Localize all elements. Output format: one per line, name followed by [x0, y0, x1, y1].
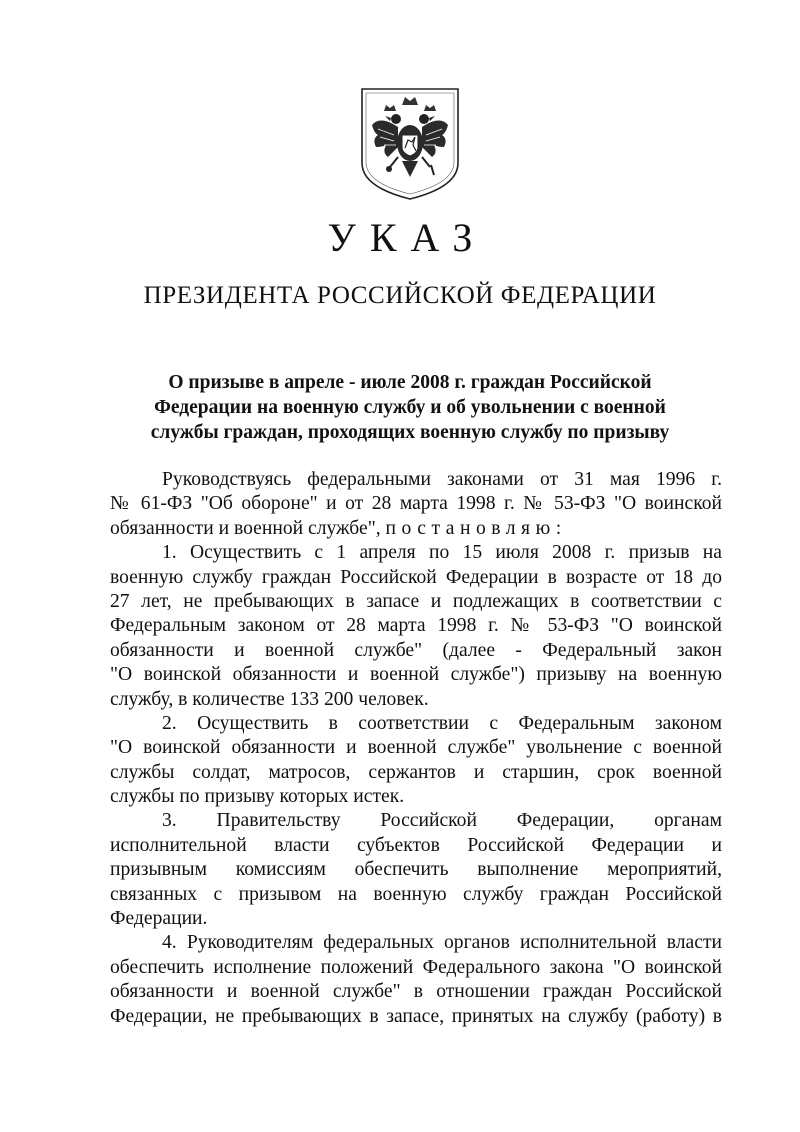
- text-line: Руководствуясь федеральными законами от 31 мая 1996 г.: [162, 469, 722, 490]
- text-line: Федерации.: [110, 908, 208, 930]
- decree-heading: [100, 370, 720, 445]
- text-line: призывным комиссиям обеспечить выполнение мероприятий,: [110, 859, 722, 881]
- text-fragment: обязанности и военной службе",: [110, 517, 381, 539]
- text-line: службы по призыву которых истек.: [110, 786, 405, 808]
- text-line: № 61-ФЗ "Об обороне" и от 28 марта 1998 г. № 53-ФЗ "О воинской: [110, 493, 722, 515]
- preamble-paragraph: [110, 468, 722, 541]
- decree-body: [110, 468, 722, 1029]
- text-line: 27 лет, не пребывающих в запасе и подлежащих в соответствии с: [110, 590, 722, 612]
- text-line: [110, 517, 722, 541]
- document-subtitle: ПРЕЗИДЕНТА РОССИЙСКОЙ ФЕДЕРАЦИИ: [143, 282, 657, 309]
- text-line: Федерации, не пребывающих в запасе, принятых на службу (работу) в: [110, 1005, 722, 1027]
- text-line: обязанности и военной службе" (далее - Федеральный закон: [110, 639, 722, 661]
- text-line: Федеральным законом от 28 марта 1998 г. № 53-ФЗ "О воинской: [110, 615, 722, 637]
- text-line: "О воинской обязанности и военной службе") призыву на военную: [110, 664, 722, 686]
- paragraph-item-3: [110, 809, 722, 931]
- text-line: "О воинской обязанности и военной службе" увольнение с военной: [110, 737, 722, 759]
- text-line: 4. Руководителям федеральных органов исполнительной власти: [162, 932, 722, 954]
- paragraph-item-1: [110, 541, 722, 712]
- text-line: исполнительной власти субъектов Российской Федерации и: [110, 834, 722, 856]
- text-line: 2. Осуществить в соответствии с Федеральным законом: [162, 712, 722, 734]
- paragraph-item-4: [110, 931, 722, 1029]
- paragraph-item-2: [110, 712, 722, 810]
- heading-line: службы граждан, проходящих военную службу по призыву: [150, 422, 670, 443]
- coat-of-arms-emblem-icon: [358, 85, 462, 203]
- text-line: обеспечить исполнение положений Федерального закона "О воинской: [110, 956, 722, 978]
- spaced-text-postanovlyayu: постановляю:: [385, 517, 567, 539]
- heading-line: Федерации на военную службу и об увольнении с военной: [154, 397, 666, 418]
- text-line: связанных с призывом на военную службу граждан Российской: [110, 883, 722, 905]
- document-title: УКАЗ: [327, 215, 487, 260]
- text-line: 3. Правительству Российской Федерации, органам: [162, 810, 722, 832]
- text-line: военную службу граждан Российской Федерации в возрасте от 18 до: [110, 566, 722, 588]
- text-line: службу, в количестве 133 200 человек.: [110, 688, 429, 710]
- heading-line: О призыве в апреле - июле 2008 г. граждан Российской: [168, 372, 652, 393]
- text-line: обязанности и военной службе" в отношении граждан Российской: [110, 981, 722, 1003]
- text-line: 1. Осуществить с 1 апреля по 15 июля 2008 г. призыв на: [162, 542, 722, 564]
- text-line: службы солдат, матросов, сержантов и старшин, срок военной: [110, 761, 722, 783]
